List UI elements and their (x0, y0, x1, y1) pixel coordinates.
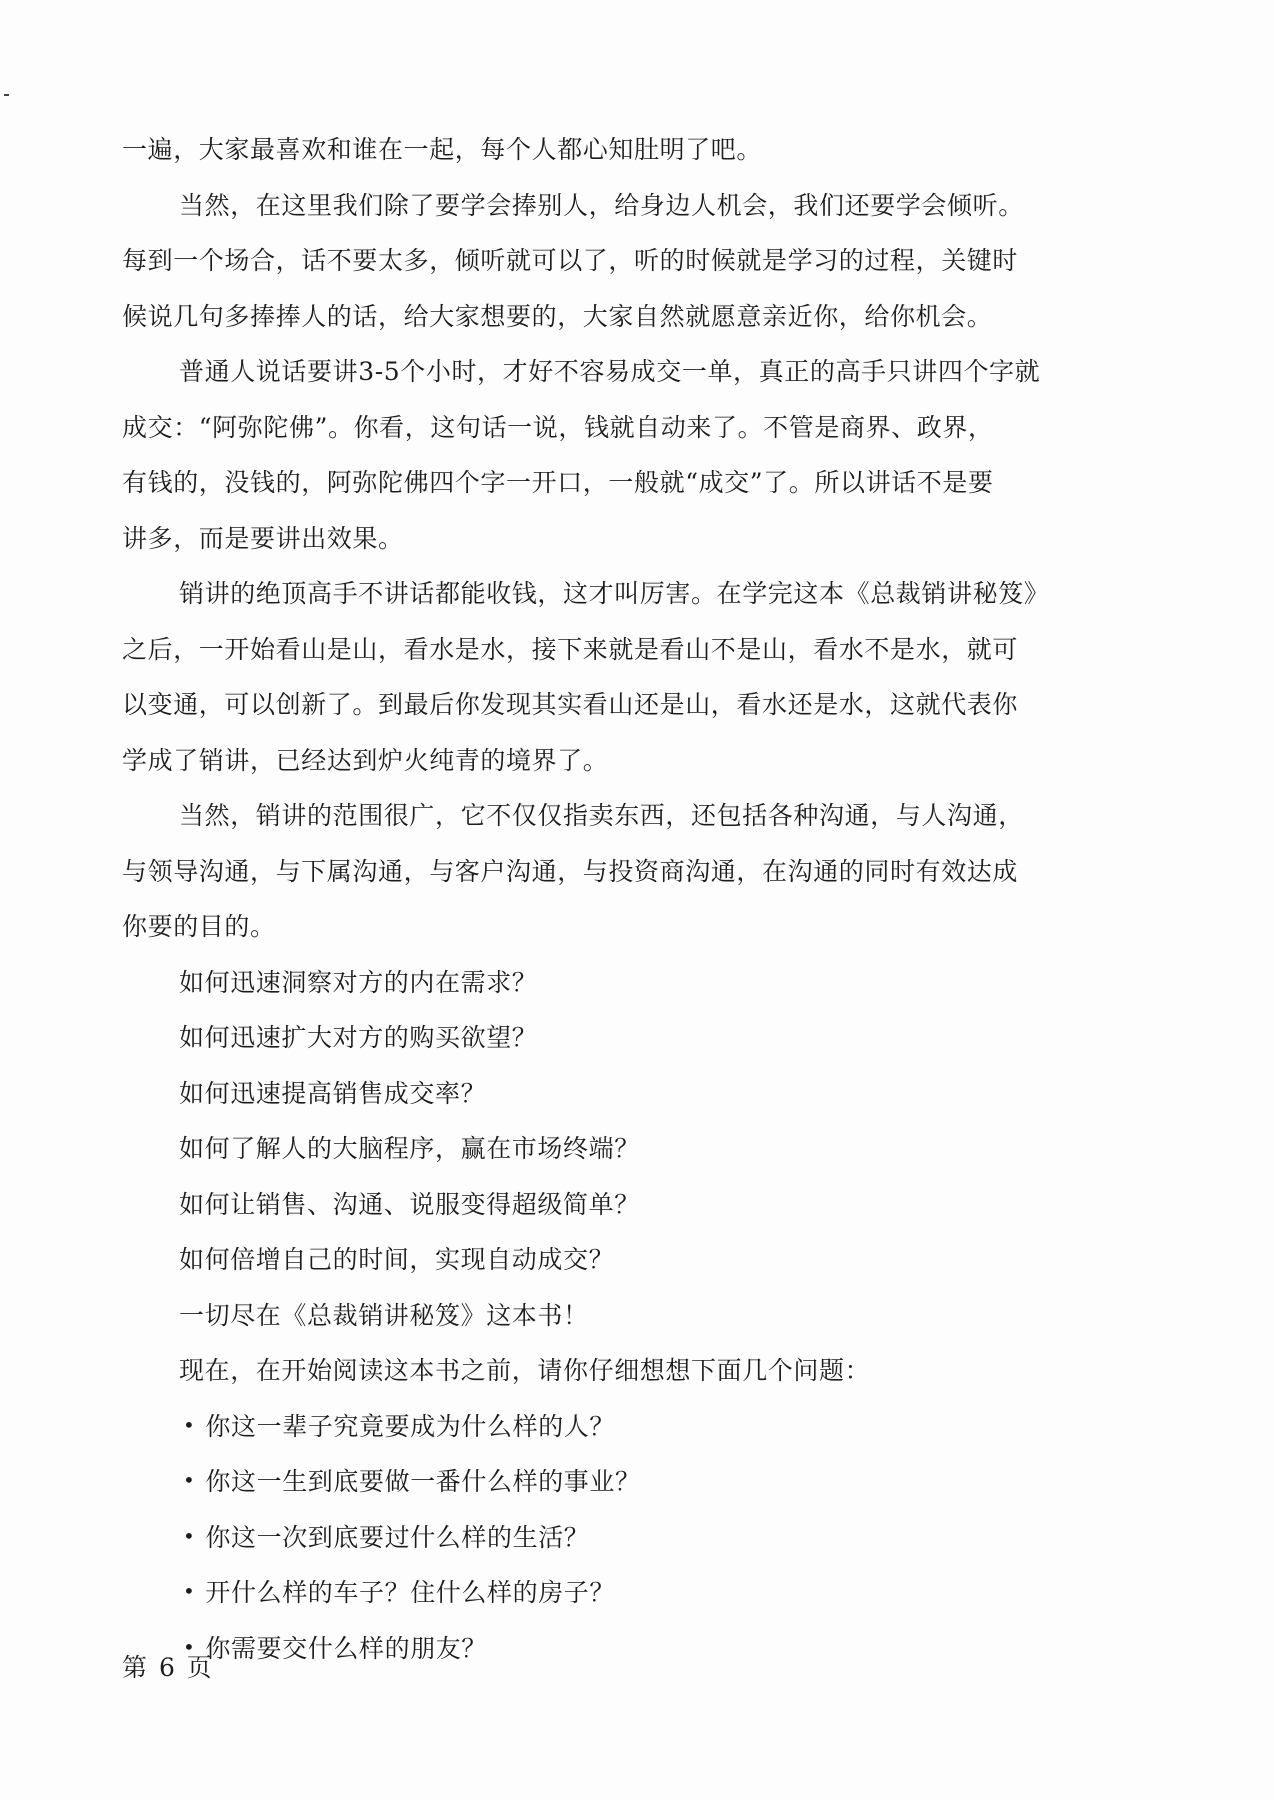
bullet-text: 你这一次到底要过什么样的生活？ (205, 1522, 590, 1552)
text-line: 每到一个场合，话不要太多，倾听就可以了，听的时候就是学习的过程，关键时 (122, 246, 1019, 275)
text-line: 普通人说话要讲3-5个小时，才好不容易成交一单，真正的高手只讲四个字就 (179, 357, 1041, 386)
bullet-icon: • (183, 1412, 196, 1437)
text-line: 候说几句多捧捧人的话，给大家想要的，大家自然就愿意亲近你，给你机会。 (122, 301, 993, 331)
bullet-item (122, 1399, 1122, 1455)
question-line: 如何让销售、沟通、说服变得超级简单？ (179, 1189, 640, 1219)
bullet-icon: • (183, 1634, 196, 1659)
bullet-list (122, 1399, 1122, 1677)
text-line: 当然，在这里我们除了要学会捧别人，给身边人机会，我们还要学会倾听。 (179, 190, 1024, 220)
paragraph (122, 788, 1122, 955)
text-line: 与领导沟通，与下属沟通，与客户沟通，与投资商沟通，在沟通的同时有效达成 (122, 856, 1019, 886)
bullet-item (122, 1510, 1122, 1566)
text-line: 讲多，而是要讲出效果。 (122, 523, 404, 553)
bullet-text: 你这一辈子究竟要成为什么样的人？ (205, 1411, 616, 1441)
bullet-text: 开什么样的车子？住什么样的房子？ (205, 1578, 616, 1607)
text-line: 之后，一开始看山是山，看水是水，接下来就是看山不是山，看水不是水，就可 (122, 634, 1019, 664)
text-line: 成交：“阿弥陀佛”。你看，这句话一说，钱就自动来了。不管是商界、政界， (122, 412, 994, 442)
text-line: 以变通，可以创新了。到最后你发现其实看山还是山，看水还是水，这就代表你 (122, 690, 1019, 719)
bullet-text: 你需要交什么样的朋友？ (205, 1633, 488, 1663)
paragraph (122, 344, 1122, 566)
paragraph (122, 178, 1122, 345)
bullet-item (122, 1454, 1122, 1510)
body-text (122, 122, 1122, 1676)
bullet-icon: • (183, 1468, 196, 1492)
text-line: 当然，销讲的范围很广，它不仅仅指卖东西，还包括各种沟通，与人沟通， (179, 801, 1024, 830)
paragraph (122, 122, 1122, 178)
text-line: 销讲的绝顶高手不讲话都能收钱，这才叫厉害。在学完这本《总裁销讲秘笈》 (179, 579, 1050, 608)
question-line: 如何倍增自己的时间，实现自动成交？ (179, 1245, 615, 1274)
scan-artifact-mark (4, 94, 9, 96)
question-line: 如何迅速扩大对方的购买欲望？ (179, 1023, 538, 1052)
question-list (122, 955, 1122, 1399)
question-line: 如何迅速洞察对方的内在需求？ (179, 967, 538, 997)
bullet-icon: • (183, 1523, 196, 1548)
text-line: 你要的目的。 (122, 912, 276, 941)
text-line: 有钱的，没钱的，阿弥陀佛四个字一开口，一般就“成交”了。所以讲话不是要 (122, 468, 994, 497)
page-number: 第 6 页 (122, 1653, 214, 1682)
bullet-item (122, 1621, 1122, 1677)
question-line: 如何了解人的大脑程序，赢在市场终端？ (179, 1134, 640, 1163)
bullet-text: 你这一生到底要做一番什么样的事业？ (205, 1467, 641, 1496)
question-line: 如何迅速提高销售成交率？ (179, 1078, 487, 1108)
bullet-item (122, 1565, 1122, 1621)
paragraph (122, 566, 1122, 788)
text-line: 一遍，大家最喜欢和谁在一起，每个人都心知肚明了吧。 (122, 135, 763, 164)
bullet-icon: • (183, 1579, 196, 1603)
question-line: 现在，在开始阅读这本书之前，请你仔细想想下面几个问题： (179, 1356, 871, 1385)
question-line: 一切尽在《总裁销讲秘笈》这本书！ (179, 1300, 589, 1330)
text-line: 学成了销讲，已经达到炉火纯青的境界了。 (122, 745, 609, 775)
